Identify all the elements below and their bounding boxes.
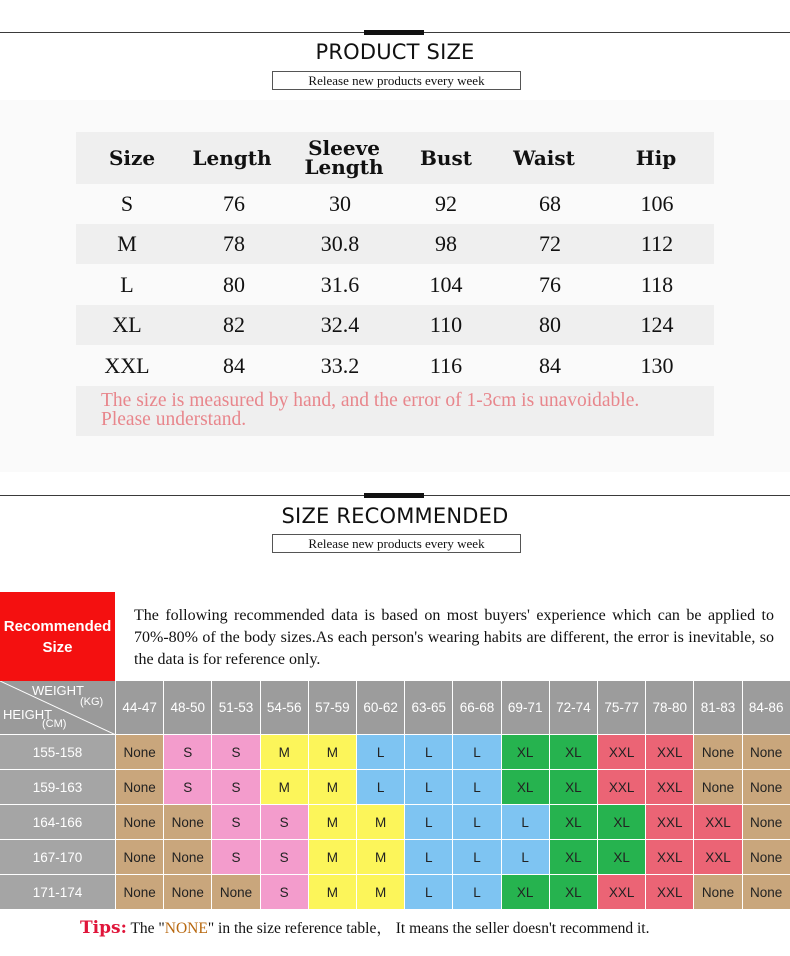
product-size-subtitle: Release new products every week [272,71,521,90]
cell-sleeve: 31.6 [320,271,360,297]
cell-length: 84 [223,352,245,378]
weight-header-cell: 84-86 [743,681,790,735]
tips-label: Tips: [80,918,127,938]
weight-label: WEIGHT [32,683,84,698]
cell-hip: 112 [640,231,674,256]
cell-sleeve: 30 [329,191,351,216]
measurement-note [76,386,714,436]
size-cell: None [164,840,212,875]
size-recommended-title: SIZE RECOMMENDED [281,504,509,528]
height-header-cell: 159-163 [0,770,116,805]
weight-unit: (KG) [80,696,104,708]
cell-waist: 72 [539,231,561,256]
weight-header-cell: 63-65 [405,681,453,735]
weight-header-cell: 48-50 [164,681,212,735]
size-cell: XXL [598,735,646,770]
section-divider-tab [364,30,424,35]
size-cell: M [357,875,405,910]
size-cell: XL [550,770,598,805]
size-cell: L [502,805,550,840]
weight-header-cell: 75-77 [598,681,646,735]
cell-length: 78 [223,231,245,256]
size-cell: None [116,735,164,770]
weight-header-cell: 78-80 [646,681,694,735]
size-cell: None [743,770,790,805]
note-line-1: The size is measured by hand, and the error of 1-3cm is unavoidable. [101,390,640,411]
tips-text-before: The " [126,920,165,937]
size-cell: S [164,735,212,770]
header-sleeve-length [294,132,394,184]
table-row [76,184,714,224]
height-unit: (CM) [42,718,67,730]
size-cell: M [357,805,405,840]
size-cell: M [309,840,357,875]
size-cell: S [261,805,309,840]
size-cell: S [261,840,309,875]
size-cell: L [453,805,501,840]
size-cell: S [212,770,260,805]
recommendation-description: The following recommended data is based on most buyers' experience which can be applied to 70%-80% of the body sizes.As each person's wearing habits are different, the error is inevitable, so the data is for reference only. [134,607,774,668]
cell-size: XXL [104,352,150,378]
tips-text-after: " in the size reference table， It means the seller doesn't recommend it. [207,920,650,937]
weight-header-cell: 69-71 [502,681,550,735]
size-cell: S [212,735,260,770]
badge-line-2: Size [42,638,73,656]
weight-header-cell: 60-62 [357,681,405,735]
table-row [76,305,714,345]
product-size-header-row [76,132,714,184]
weight-header-cell: 54-56 [261,681,309,735]
cell-bust: 110 [429,312,463,337]
size-cell: M [309,735,357,770]
weight-header-cell: 81-83 [694,681,742,735]
weight-header-cell: 51-53 [212,681,260,735]
size-cell: L [405,770,453,805]
size-cell: S [212,805,260,840]
table-row [76,264,714,305]
recommended-size-badge [0,592,115,681]
size-cell: None [694,875,742,910]
size-cell: L [405,875,453,910]
size-cell: L [405,840,453,875]
size-cell: XL [550,805,598,840]
cell-bust: 104 [429,271,463,297]
table-row [76,224,714,264]
size-cell: M [309,875,357,910]
cell-size: L [120,271,134,297]
cell-hip: 118 [640,271,674,297]
grid-corner-header [0,681,116,735]
size-cell: L [405,735,453,770]
size-recommended-subtitle: Release new products every week [272,534,521,553]
size-cell: XL [502,735,550,770]
cell-hip: 106 [640,191,674,216]
size-cell: None [212,875,260,910]
size-cell: M [357,840,405,875]
size-cell: None [116,805,164,840]
size-cell: XL [502,770,550,805]
size-cell: M [309,770,357,805]
weight-header-cell: 44-47 [116,681,164,735]
size-cell: XXL [694,805,742,840]
size-cell: M [261,735,309,770]
note-line-2: Please understand. [101,409,247,430]
cell-size: M [117,231,137,256]
size-cell: None [116,840,164,875]
height-label: HEIGHT [3,707,53,722]
size-cell: L [453,875,501,910]
size-cell: None [116,875,164,910]
cell-size: XL [112,312,142,337]
size-cell: None [743,735,790,770]
size-cell: S [164,770,212,805]
size-cell: XL [598,840,646,875]
size-cell: XL [502,875,550,910]
table-row [76,345,714,386]
size-cell: L [453,840,501,875]
header-length: Length [192,145,272,170]
size-cell: L [502,840,550,875]
cell-bust: 98 [435,231,457,256]
cell-waist: 76 [539,271,561,297]
size-cell: XXL [646,805,694,840]
header-size: Size [108,145,156,170]
size-cell: M [261,770,309,805]
height-header-cell: 167-170 [0,840,116,875]
cell-length: 82 [223,312,245,337]
size-cell: XXL [646,770,694,805]
size-cell: S [212,840,260,875]
size-cell: XXL [598,875,646,910]
size-cell: S [261,875,309,910]
size-cell: XXL [646,875,694,910]
cell-waist: 80 [539,312,561,337]
cell-size: S [120,191,134,216]
section-divider-tab [364,493,424,498]
size-cell: None [694,735,742,770]
size-cell: XL [550,735,598,770]
size-cell: L [405,805,453,840]
weight-header-cell: 57-59 [309,681,357,735]
size-cell: XXL [646,840,694,875]
measurement-note-text [101,391,711,429]
size-cell: L [453,770,501,805]
height-header-cell: 155-158 [0,735,116,770]
weight-header-cell: 66-68 [453,681,501,735]
header-sleeve-line2: Length [304,155,384,179]
weight-header-cell: 72-74 [550,681,598,735]
size-cell: None [743,875,790,910]
header-hip: Hip [635,145,677,170]
size-cell: XL [598,805,646,840]
cell-bust: 116 [429,352,463,378]
cell-hip: 130 [640,352,674,378]
height-header-cell: 171-174 [0,875,116,910]
size-cell: None [116,770,164,805]
header-bust: Bust [420,145,472,170]
size-cell: XL [550,840,598,875]
cell-waist: 68 [539,191,561,216]
product-size-title: PRODUCT SIZE [315,40,475,64]
cell-bust: 92 [435,191,457,216]
size-cell: None [743,805,790,840]
size-cell: L [453,735,501,770]
size-cell: None [164,875,212,910]
size-cell: XXL [646,735,694,770]
header-sleeve-line1: Sleeve [308,136,380,160]
cell-length: 76 [223,191,245,216]
cell-waist: 84 [539,352,561,378]
header-waist: Waist [513,145,575,170]
tips-note [80,916,649,938]
cell-sleeve: 30.8 [320,231,360,256]
size-cell: None [743,840,790,875]
cell-length: 80 [223,271,245,297]
size-cell: L [357,770,405,805]
tips-none-word: NONE [164,920,208,937]
cell-hip: 124 [640,312,674,337]
size-cell: XXL [598,770,646,805]
cell-sleeve: 33.2 [320,352,360,378]
badge-line-1: Recommended [3,617,112,635]
size-cell: M [309,805,357,840]
size-cell: XL [550,875,598,910]
cell-sleeve: 32.4 [320,312,360,337]
height-header-cell: 164-166 [0,805,116,840]
size-cell: XXL [694,840,742,875]
size-cell: L [357,735,405,770]
size-cell: None [694,770,742,805]
size-cell: None [164,805,212,840]
